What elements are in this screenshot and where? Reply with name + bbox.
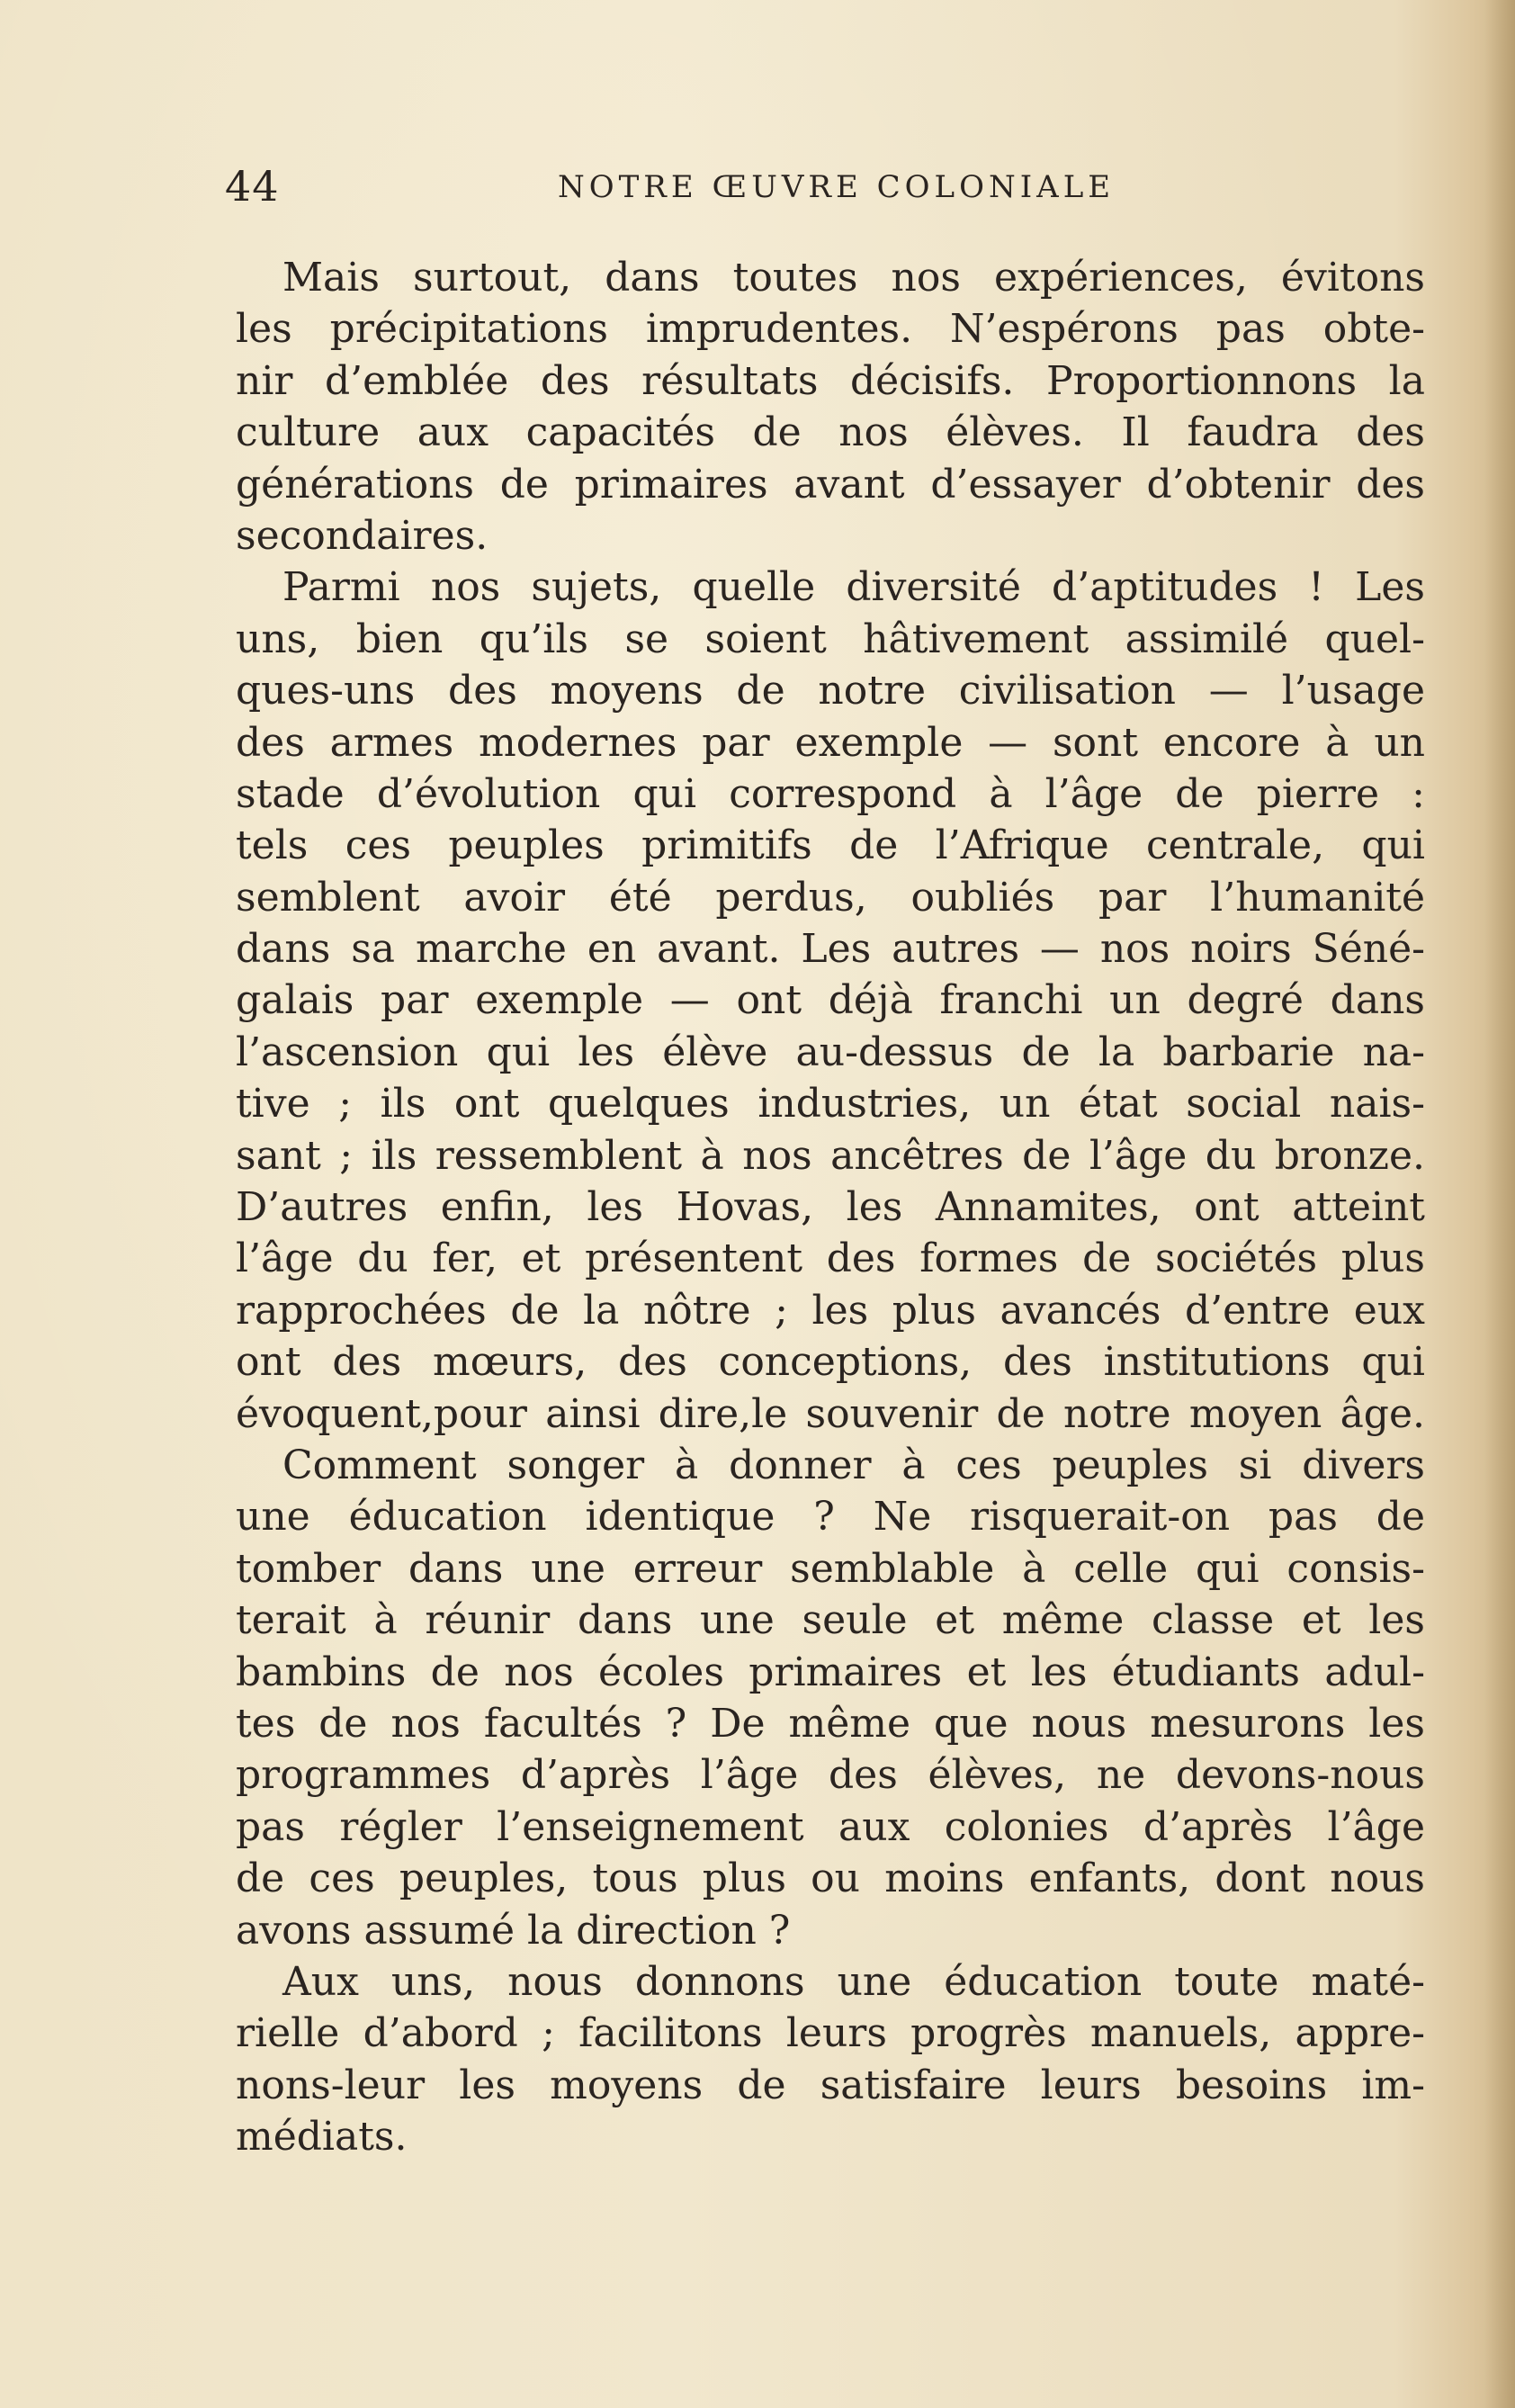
text-line: tes de nos facultés ? De même que nous mesurons les [236,1700,1425,1747]
text-line: uns, bien qu’ils se soient hâtivement assimilé quel- [236,615,1425,662]
running-title: NOTRE ŒUVRE COLONIALE [558,169,1116,205]
text-line: de ces peuples, tous plus ou moins enfants, dont nous [236,1855,1425,1902]
page-edge-shadow [1484,0,1515,2408]
text-line: D’autres enfin, les Hovas, les Annamites, ont atteint [236,1184,1425,1231]
text-line: tive ; ils ont quelques industries, un état social nais- [236,1081,1425,1128]
text-line: évoquent,pour ainsi dire,le souvenir de notre moyen âge. [236,1390,1425,1437]
text-line: Comment songer à donner à ces peuples si divers [282,1442,1425,1488]
text-line: tels ces peuples primitifs de l’Afrique centrale, qui [236,822,1425,869]
text-line: nons-leur les moyens de satisfaire leurs besoins im- [236,2062,1425,2108]
text-line: Mais surtout, dans toutes nos expériences, évitons [282,255,1425,301]
text-line: semblent avoir été perdus, oubliés par l’humanité [236,874,1425,921]
text-line: les précipitations imprudentes. N’espérons pas obte- [236,306,1425,353]
body-text [236,252,1425,2162]
text-line: Aux uns, nous donnons une éducation toute maté- [282,1958,1425,2005]
text-line: médiats. [236,2114,408,2161]
text-line: galais par exemple — ont déjà franchi un degré dans [236,977,1425,1024]
text-line: avons assumé la direction ? [236,1907,791,1954]
text-line: ont des mœurs, des conceptions, des institutions qui [236,1339,1425,1386]
text-line: dans sa marche en avant. Les autres — nos noirs Séné- [236,926,1425,973]
text-line: nir d’emblée des résultats décisifs. Proportionnons la [236,357,1425,404]
text-line: tomber dans une erreur semblable à celle qui consis- [236,1545,1425,1592]
page-number: 44 [225,162,280,211]
text-line: terait à réunir dans une seule et même classe et les [236,1597,1425,1644]
text-line: des armes modernes par exemple — sont encore à un [236,719,1425,766]
text-line: pas régler l’enseignement aux colonies d’après l’âge [236,1803,1425,1850]
text-line: culture aux capacités de nos élèves. Il faudra des [236,409,1425,456]
text-line: une éducation identique ? Ne risquerait-on pas de [236,1494,1425,1541]
text-line: Parmi nos sujets, quelle diversité d’aptitudes ! Les [282,564,1425,611]
page-header [225,162,1457,216]
text-line: bambins de nos écoles primaires et les étudiants adul- [236,1649,1425,1695]
text-line: ques-uns des moyens de notre civilisation — l’usage [236,668,1425,714]
text-line: l’âge du fer, et présentent des formes de sociétés plus [236,1235,1425,1282]
text-line: sant ; ils ressemblent à nos ancêtres de l’âge du bronze. [236,1132,1425,1179]
text-line: générations de primaires avant d’essayer d’obtenir des [236,461,1425,508]
text-line: stade d’évolution qui correspond à l’âge de pierre : [236,770,1425,817]
text-line: l’ascension qui les élève au-dessus de la barbarie na- [236,1029,1425,1075]
text-line: programmes d’après l’âge des élèves, ne devons-nous [236,1752,1425,1799]
text-line: secondaires. [236,512,489,559]
text-line: rielle d’abord ; facilitons leurs progrès manuels, appre- [236,2010,1425,2057]
text-line: rapprochées de la nôtre ; les plus avancés d’entre eux [236,1287,1425,1334]
